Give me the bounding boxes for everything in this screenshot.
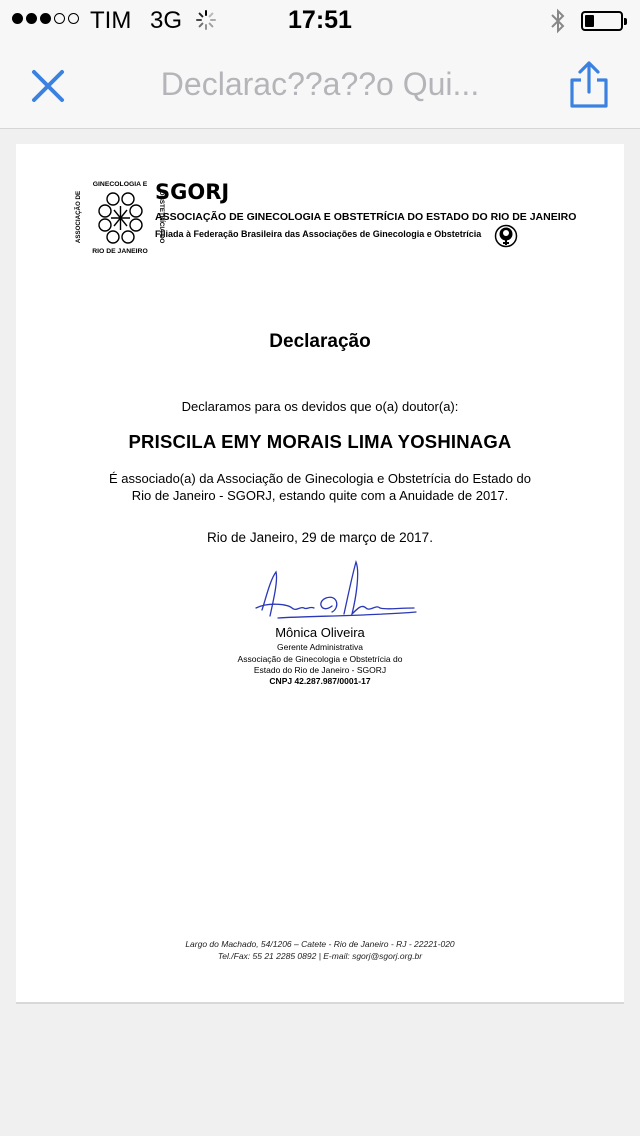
- battery-icon: [581, 11, 623, 31]
- footer-contact: Tel./Fax: 55 21 2285 0892 | E-mail: sgorj@sgorj.org.br: [217, 951, 423, 961]
- document-title: Declarac??a??o Qui...: [160, 66, 480, 102]
- close-icon[interactable]: [26, 64, 70, 108]
- declaration-intro: Declaramos para os devidos que o(a) doutor(a):: [181, 399, 459, 414]
- handwritten-signature: [248, 558, 418, 628]
- carrier-label: TIM: [90, 7, 132, 34]
- svg-text:RIO DE JANEIRO: RIO DE JANEIRO: [92, 248, 148, 255]
- footer-address: Largo do Machado, 54/1206 – Catete - Rio de Janeiro - RJ - 22221-020: [185, 939, 455, 949]
- network-type-label: 3G: [150, 7, 183, 34]
- status-bar: [0, 0, 640, 40]
- declaration-heading: Declaração: [269, 331, 371, 352]
- doctor-name: PRISCILA EMY MORAIS LIMA YOSHINAGA: [128, 431, 512, 452]
- status-time: 17:51: [288, 6, 352, 34]
- navigation-bar: [0, 40, 640, 129]
- federation-logo: [494, 224, 518, 248]
- svg-text:GINECOLOGIA E: GINECOLOGIA E: [92, 181, 148, 188]
- share-icon[interactable]: [566, 60, 612, 110]
- signer-assoc-line-2: Estado do Rio de Janeiro - SGORJ: [253, 665, 387, 675]
- signer-role: Gerente Administrativa: [277, 642, 363, 652]
- bluetooth-icon: [550, 8, 566, 34]
- document-page: [16, 144, 624, 1002]
- document-viewer[interactable]: [0, 129, 640, 1136]
- org-full-name: ASSOCIAÇÃO DE GINECOLOGIA E OBSTETRÍCIA DO ESTADO DO RIO DE JANEIRO: [155, 211, 577, 223]
- declaration-body-line-2: Rio de Janeiro - SGORJ, estando quite com a Anuidade de 2017.: [131, 488, 509, 503]
- org-affiliation: Filiada à Federação Brasileira das Associações de Ginecologia e Obstetrícia: [155, 229, 482, 239]
- signer-name: Mônica Oliveira: [275, 625, 365, 640]
- org-brand: SGORJ: [155, 180, 230, 204]
- svg-text:ASSOCIAÇÃO DE: ASSOCIAÇÃO DE: [75, 190, 82, 244]
- svg-text:OBSTETRÍCIA DO: OBSTETRÍCIA DO: [158, 190, 165, 244]
- declaration-body-line-1: É associado(a) da Associação de Ginecologia e Obstetrícia do Estado do: [108, 471, 532, 486]
- cnpj-number: CNPJ 42.287.987/0001-17: [269, 676, 371, 686]
- signer-assoc-line-1: Associação de Ginecologia e Obstetrícia do: [237, 654, 403, 664]
- sgorj-logo: [73, 179, 167, 255]
- declaration-date: Rio de Janeiro, 29 de março de 2017.: [207, 530, 433, 545]
